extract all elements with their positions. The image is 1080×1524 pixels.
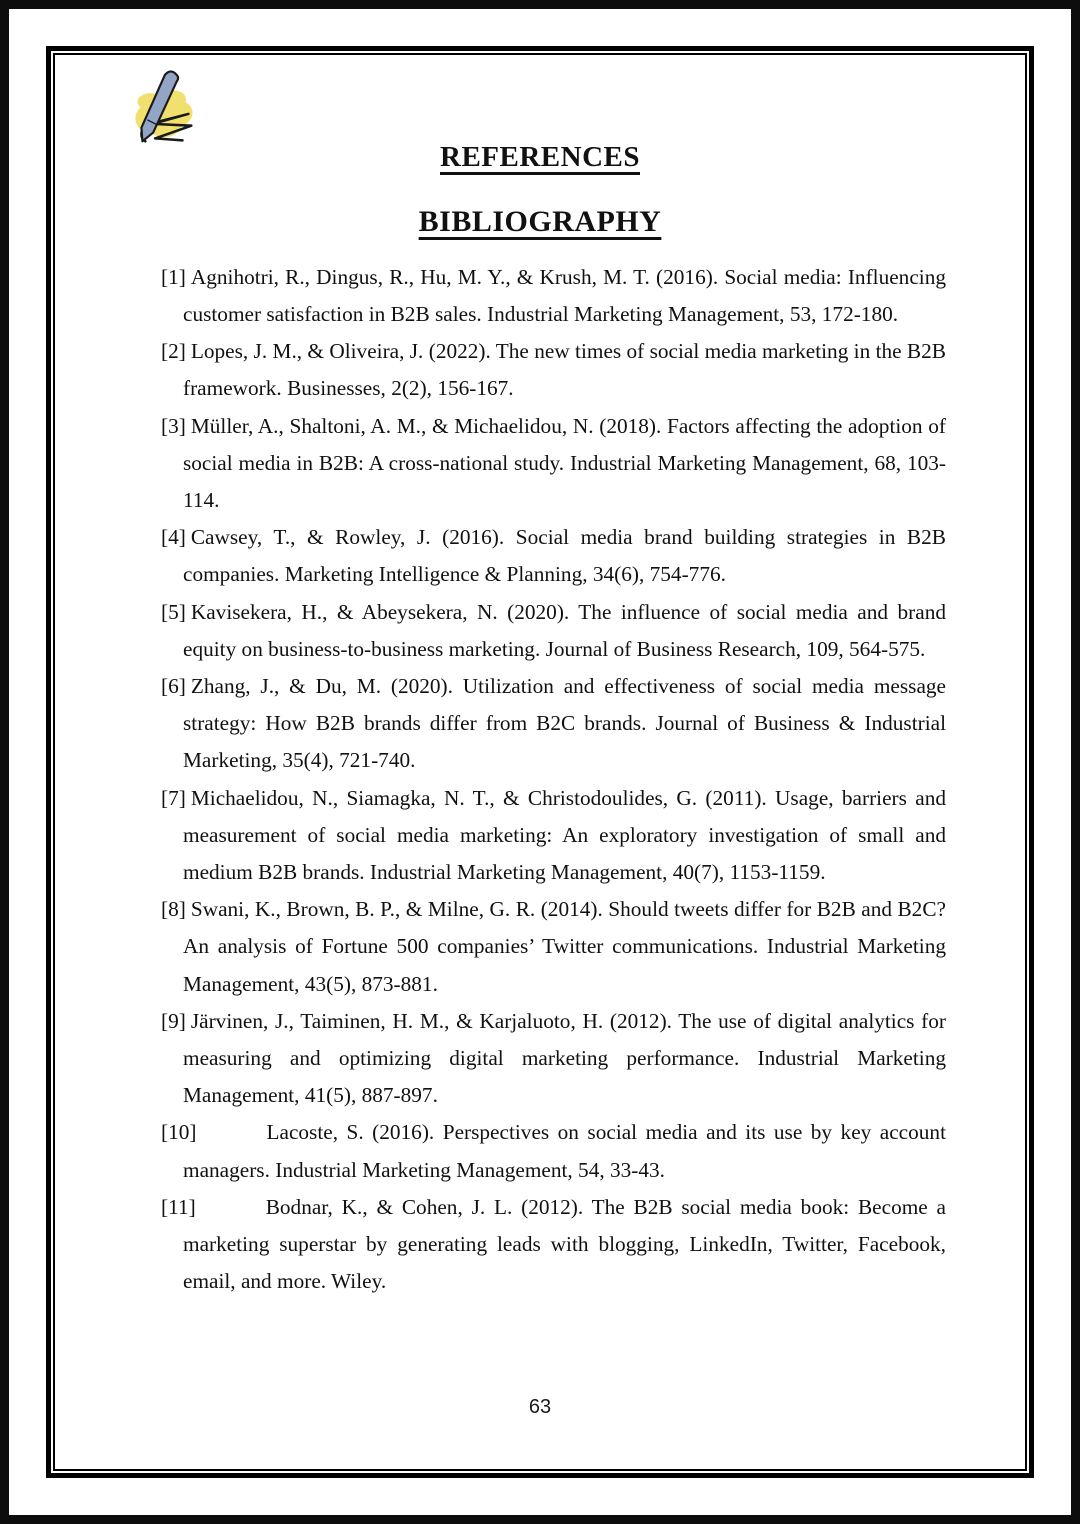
reference-number: [1] (161, 264, 186, 289)
page-border-outer (46, 46, 1034, 1478)
reference-item (161, 408, 946, 520)
reference-item (161, 1189, 946, 1301)
reference-item (161, 780, 946, 892)
reference-number: [2] (161, 339, 186, 364)
pen-writing-icon (117, 68, 205, 156)
bibliography-heading: BIBLIOGRAPHY (418, 205, 662, 239)
reference-text: Agnihotri, R., Dingus, R., Hu, M. Y., & Krush, M. T. (2016). Social media: Influencing customer satisfaction in B2B sales. Industrial Marketing Management, 53, 172-180. (183, 264, 946, 326)
reference-text: Müller, A., Shaltoni, A. M., & Michaelidou, N. (2018). Factors affecting the adoption of social media in B2B: A cross-national study. Industrial Marketing Management, 68, 103-114. (183, 413, 946, 512)
reference-number: [6] (161, 673, 186, 698)
reference-item (161, 594, 946, 668)
reference-item (161, 668, 946, 780)
reference-item (161, 259, 946, 333)
reference-number: [3] (161, 413, 186, 438)
reference-tab-gap (196, 1213, 266, 1214)
reference-text: Lopes, J. M., & Oliveira, J. (2022). The new times of social media marketing in the B2B framework. Businesses, 2(2), 156-167. (183, 339, 946, 401)
reference-item (161, 519, 946, 593)
references-heading: REFERENCES (440, 141, 640, 173)
reference-text: Kavisekera, H., & Abeysekera, N. (2020). The influence of social media and brand equity on business-to-business marketing. Journal of Business Research, 109, 564-575. (183, 599, 946, 661)
reference-number: [7] (161, 785, 186, 810)
reference-number: [4] (161, 525, 186, 550)
reference-item (161, 1114, 946, 1188)
reference-text: Cawsey, T., & Rowley, J. (2016). Social media brand building strategies in B2B companies. Marketing Intelligence & Planning, 34(6), 754-776. (183, 525, 946, 587)
page-border-inner (53, 53, 1027, 1471)
reference-item (161, 1003, 946, 1115)
reference-number: [5] (161, 599, 186, 624)
references-list (161, 259, 946, 1301)
reference-text: Michaelidou, N., Siamagka, N. T., & Christodoulides, G. (2011). Usage, barriers and measurement of social media marketing: An exploratory investigation of small and medium B2B brands. Industrial Marketing Management, 40(7), 1153-1159. (183, 785, 946, 884)
reference-number: [10] (161, 1120, 197, 1145)
reference-number: [9] (161, 1008, 186, 1033)
reference-item (161, 333, 946, 407)
reference-text: Bodnar, K., & Cohen, J. L. (2012). The B2B social media book: Become a marketing superstar by generating leads with blogging, LinkedIn, Twitter, Facebook, email, and more. Wiley. (183, 1194, 946, 1294)
reference-item (161, 891, 946, 1003)
page-number: 63 (528, 1396, 552, 1418)
reference-tab-gap (196, 1138, 266, 1139)
reference-number: [11] (161, 1194, 196, 1219)
reference-text: Zhang, J., & Du, M. (2020). Utilization and effectiveness of social media message strategy: How B2B brands differ from B2C brands. Journal of Business & Industrial Marketing, 35(4), 721-740. (183, 673, 946, 773)
reference-number: [8] (161, 897, 186, 922)
reference-text: Lacoste, S. (2016). Perspectives on social media and its use by key account managers. Industrial Marketing Management, 54, 33-43. (183, 1120, 946, 1182)
reference-text: Järvinen, J., Taiminen, H. M., & Karjaluoto, H. (2012). The use of digital analytics for measuring and optimizing digital marketing performance. Industrial Marketing Management, 41(5), 887-897. (183, 1008, 946, 1108)
reference-text: Swani, K., Brown, B. P., & Milne, G. R. (2014). Should tweets differ for B2B and B2C? An analysis of Fortune 500 companies’ Twitter communications. Industrial Marketing Management, 43(5), 873-881. (183, 897, 946, 996)
